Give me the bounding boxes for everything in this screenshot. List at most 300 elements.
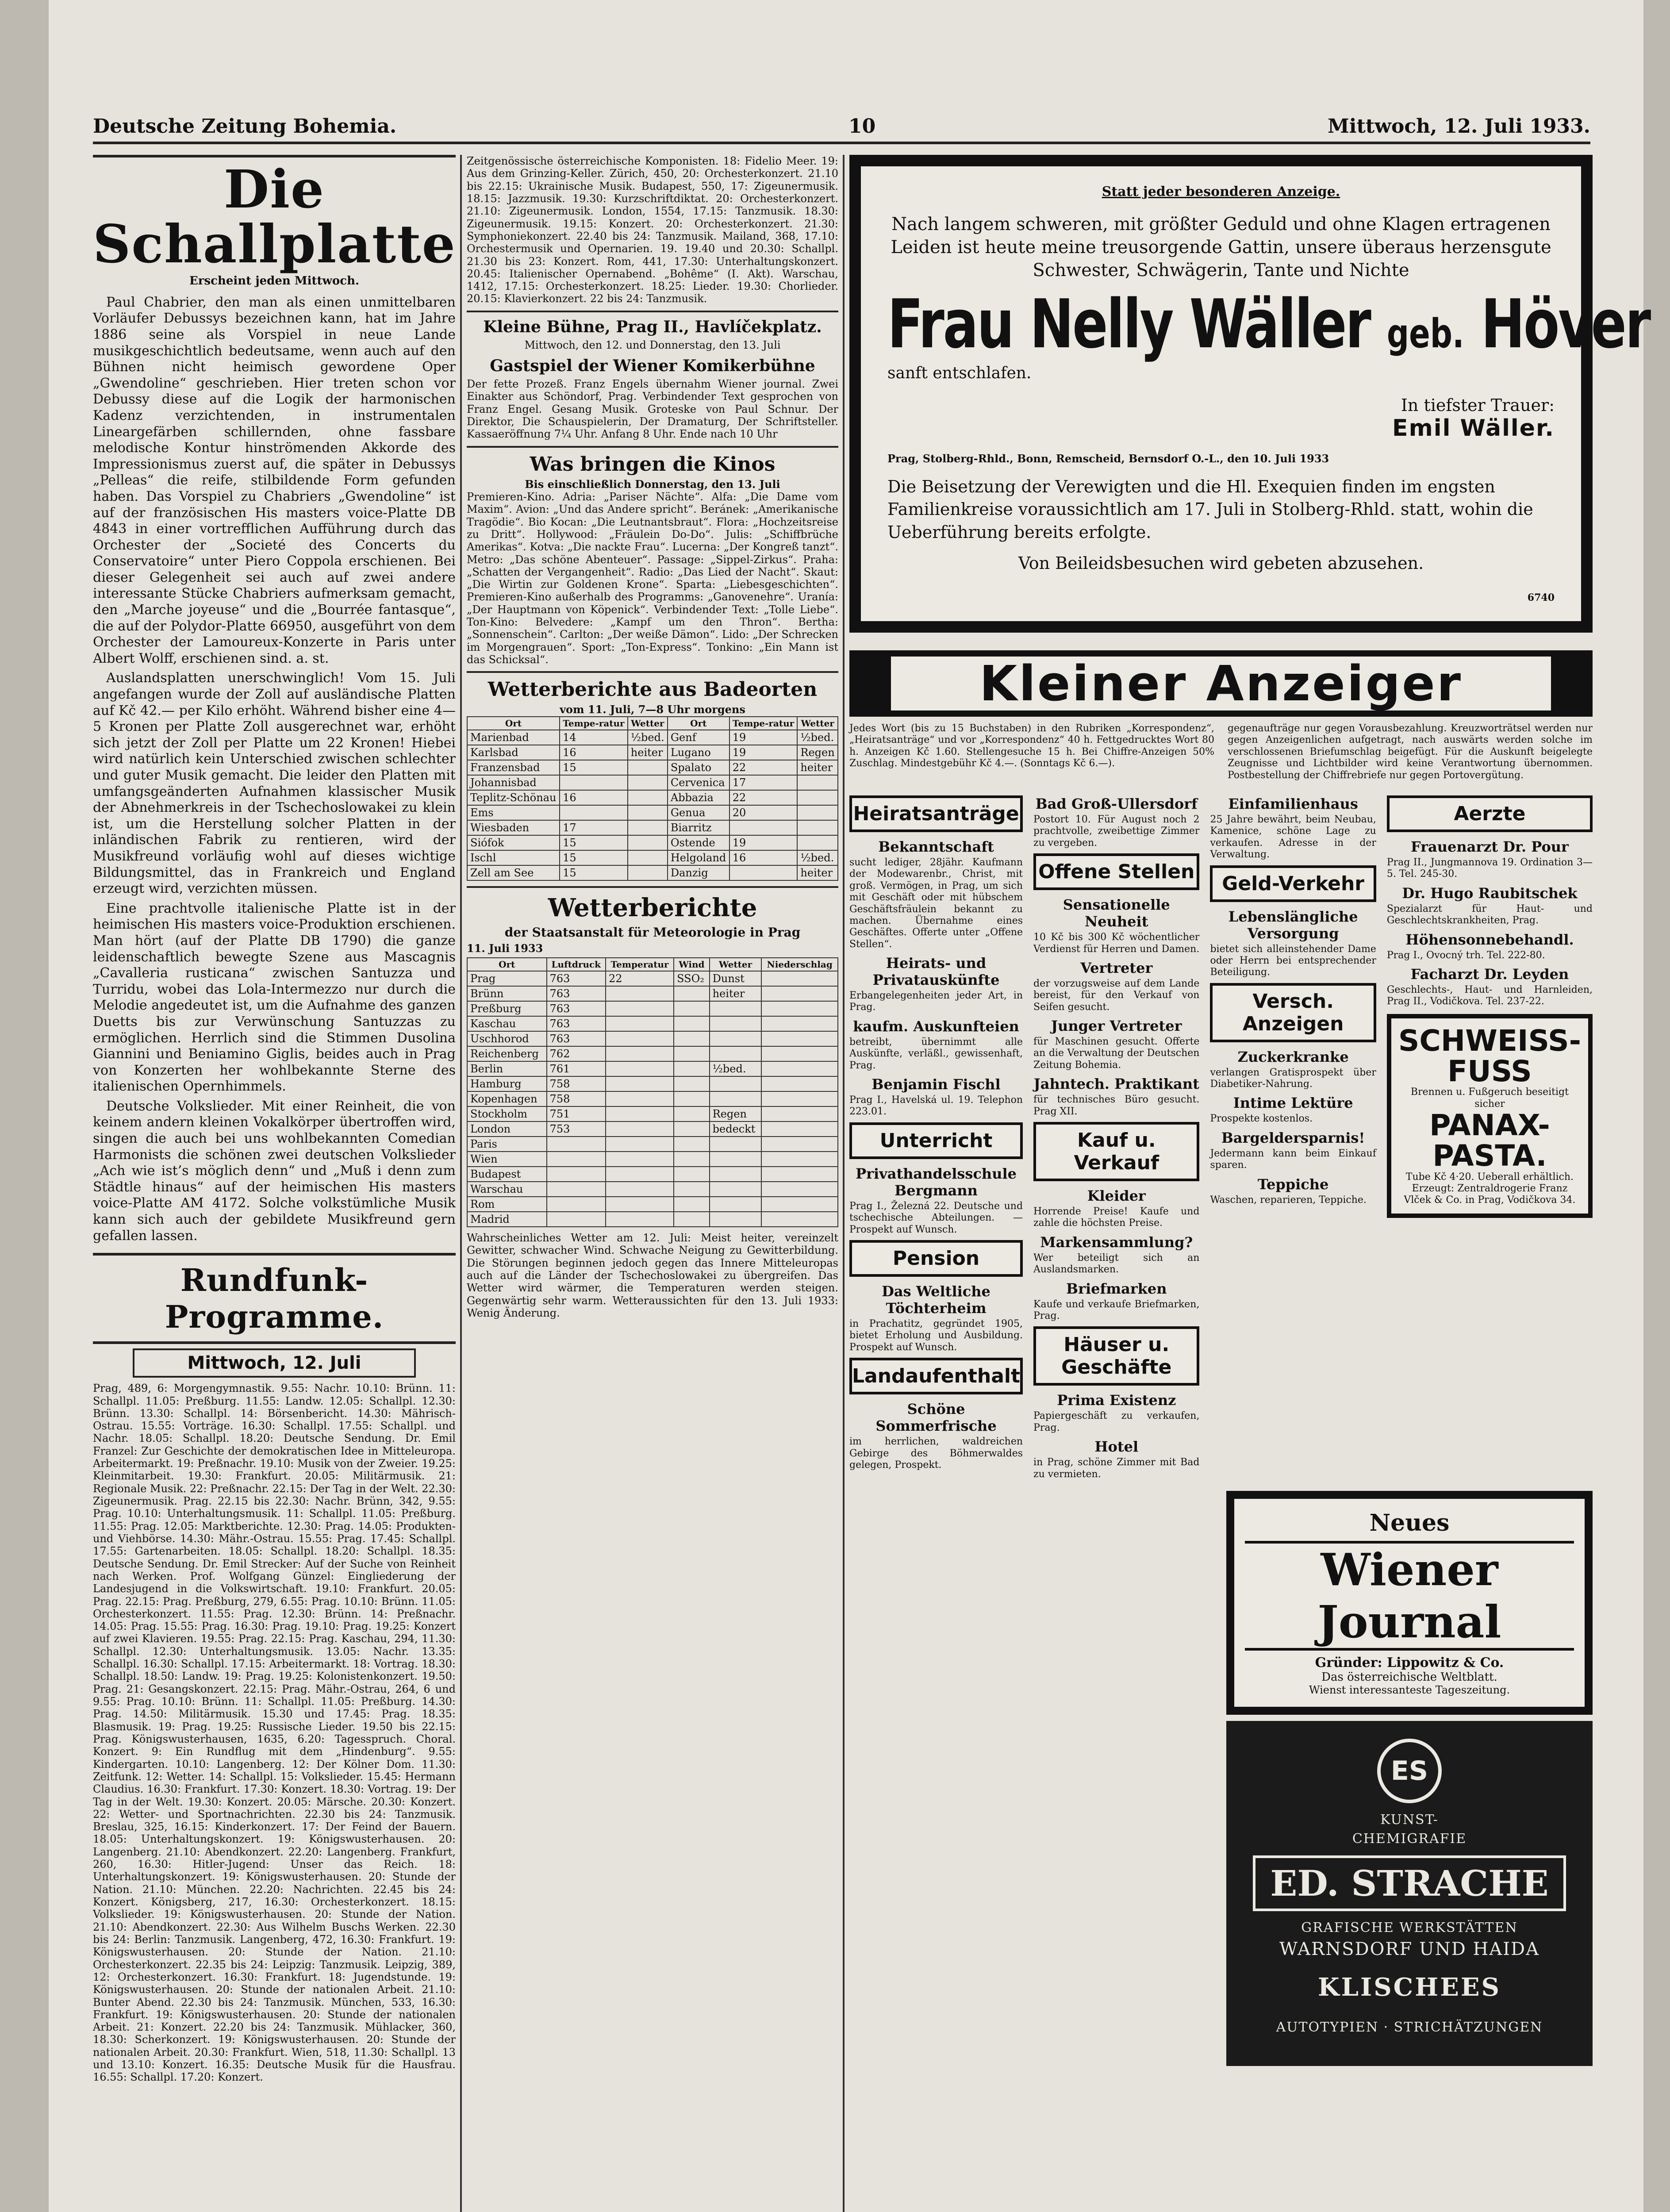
- panax-line: PASTA.: [1432, 1139, 1547, 1173]
- table-cell: Teplitz-Schönau: [467, 790, 560, 805]
- table-cell: [761, 1137, 838, 1152]
- table-cell: Zell am See: [467, 865, 560, 880]
- table-row: [467, 775, 838, 790]
- ad-heading: Teppiche: [1257, 1175, 1329, 1193]
- table-cell: Kopenhagen: [467, 1091, 547, 1106]
- obituary-intro: Nach langem schweren, mit größter Geduld und ohne Klagen ertragenen Leiden ist heute meine treusorgende Gattin, unsere überaus herzensgute Schwester, Schwägerin, Tante und Nichte: [891, 214, 1551, 280]
- ad-text: Prag I., Ovocný trh. Tel. 222-80.: [1386, 949, 1545, 961]
- table-cell: 763: [547, 1001, 606, 1016]
- obituary-top-line: Statt jeder besonderen Anzeige.: [1102, 184, 1340, 200]
- ad-heading: Lebenslängliche Versorgung: [1228, 908, 1358, 942]
- table-cell: 751: [547, 1106, 606, 1121]
- ad-text: Papiergeschäft zu verkaufen, Prag.: [1033, 1410, 1200, 1433]
- table-cell: [628, 760, 668, 775]
- table-row: [467, 1212, 838, 1227]
- table-cell: [797, 790, 838, 805]
- obituary-notice: [849, 155, 1650, 633]
- article-paragraph: Eine prachtvolle italienische Platte ist in der heimischen His masters voice-Produktion erschienen. Man hört (auf der Platte DB 1790) die ganze leidenschaftlich bewegte Szene aus Mascagnis „Cavalleria rusticana“ zwischen Santuzza und Turridu, wobei das Lola-Intermezzo nur durch die Melodie angedeutet ist, um die Aufnahme des ganzen Duetts bis zur Verwünschung Santuzzas zu ermöglichen. Herrlich sind die Stimmen Dusolina Giannini und Beniamino Giglis, beides auch in Prag von Konzerten her wohlbekannte Sterne des italienischen Opernhimmels.: [93, 900, 456, 1094]
- table-cell: [547, 1137, 606, 1152]
- table-cell: 758: [547, 1076, 606, 1091]
- running-head: [93, 111, 1590, 144]
- bottom-right-ads: [1226, 1485, 1593, 2066]
- article-paragraph: Auslandsplatten unerschwinglich! Vom 15. Juli angefangen wurde der Zoll auf ausländische Platten auf Kč 42.— per Kilo erhöht. Während bisher eine 4—5 Kronen per Platte Zoll ausgerechnet war, erhöht sich jetzt der Zoll per Platte um 22 Kronen! Hiebei wird natürlich kein Unterschied zwischen schlechter und guter Musik gemacht. Die leider den Platten mit umfangsgeänderten Aufnahmen klassischer Musik der Abnehmerkreis in der Tschechoslowakei zu klein ist, um die Herstellung solcher Platten in der inländischen Fabrik zu rentieren, wird der Musikfreund vorläufig wohl auf dieses wichtige Bildungsmittel, das in Frankreich und England erzeugt wird, verzichten müssen.: [93, 670, 456, 897]
- table-cell: heiter: [710, 986, 762, 1001]
- kleine-buehne-guest: Gastspiel der Wiener Komikerbühne: [490, 357, 815, 376]
- cat-geld: Geld-Verkehr: [1210, 865, 1376, 902]
- table-header-cell: Wetter: [797, 717, 838, 730]
- table-cell: [729, 865, 798, 880]
- table-row: [467, 986, 838, 1001]
- panax-price: Tube Kč 4·20. Ueberall erhältlich.: [1405, 1171, 1574, 1183]
- table-cell: [674, 1031, 710, 1046]
- table-cell: [606, 1046, 674, 1061]
- table-cell: [606, 1031, 674, 1046]
- table-cell: [761, 1091, 838, 1106]
- table-header-cell: Tempe-ratur: [729, 717, 798, 730]
- kleiner-anzeiger-banner: [849, 650, 1593, 717]
- table-header-cell: Luftdruck: [547, 958, 606, 971]
- table-cell: 16: [729, 850, 798, 865]
- table-cell: [606, 1197, 674, 1212]
- table-cell: [761, 1031, 838, 1046]
- table-cell: [628, 835, 668, 850]
- table-cell: [710, 1197, 762, 1212]
- table-cell: [547, 1182, 606, 1197]
- table-cell: [674, 986, 710, 1001]
- binding-edge: [0, 0, 49, 2212]
- classified-col-2: [1033, 791, 1199, 1485]
- table-cell: Ostende: [668, 835, 729, 850]
- classified-col-3: [1210, 791, 1376, 1485]
- table-cell: Wiesbaden: [467, 820, 560, 835]
- ad-heading: Höhensonnebehandl.: [1405, 931, 1574, 948]
- table-cell: Abbazia: [668, 790, 729, 805]
- rates-left: Jedes Wort (bis zu 15 Buchstaben) in den Rubriken „Korrespondenz“, „Heiratsanträge“ und vor „Korrespondenz“ 40 h. Fettgedrucktes Wort 80 h. Anzeigen Kč 1.60. Stellengesuche 15 h. Bei Chiffre-Anzeigen 50% Zuschlag. Mindestgebühr Kč 4.—. (Sonntags Kč 6.—).: [849, 723, 1214, 769]
- ad-heading: Briefmarken: [1066, 1280, 1167, 1297]
- classified-rates: [849, 723, 1593, 781]
- ad-heading: Prima Existenz: [1057, 1392, 1176, 1409]
- table-cell: [761, 1182, 838, 1197]
- table-cell: 22: [729, 790, 798, 805]
- table-row: [467, 1046, 838, 1061]
- table-cell: Genf: [668, 730, 729, 745]
- ad-heading: kaufm. Auskunfteien: [853, 1018, 1019, 1035]
- ad-text: verlangen Gratisprospekt über Diabetiker-Nahrung.: [1210, 1067, 1376, 1090]
- table-cell: [628, 805, 668, 820]
- table-cell: 763: [547, 1031, 606, 1046]
- strache-line: GRAFISCHE WERKSTÄTTEN: [1301, 1920, 1518, 1936]
- table-cell: [560, 775, 628, 790]
- table-cell: [674, 1001, 710, 1016]
- table-cell: Regen: [710, 1106, 762, 1121]
- table-cell: Uschhorod: [467, 1031, 547, 1046]
- ad-text: Erbangelegenheiten jeder Art, in Prag.: [849, 990, 1023, 1013]
- table-cell: Helgoland: [668, 850, 729, 865]
- ad-text: Prag I., Havelská ul. 19. Telephon 223.01.: [849, 1094, 1023, 1118]
- table-row: [467, 835, 838, 850]
- table-cell: Brünn: [467, 986, 547, 1001]
- table-cell: [710, 1137, 762, 1152]
- divider: [467, 671, 838, 673]
- table-cell: [761, 1016, 838, 1031]
- table-cell: [606, 1182, 674, 1197]
- table-cell: [797, 820, 838, 835]
- table-cell: [761, 1167, 838, 1182]
- table-cell: [606, 1076, 674, 1091]
- schallplatte-subtitle: Erscheint jeden Mittwoch.: [189, 274, 360, 288]
- schallplatte-article: [93, 295, 456, 1244]
- table-cell: ½bed.: [797, 730, 838, 745]
- ad-text: 25 Jahre bewährt, beim Neubau, Kamenice, schöne Lage zu verkaufen. Adresse in der Verwaltung.: [1210, 814, 1376, 860]
- table-row: [467, 850, 838, 865]
- table-cell: Danzig: [668, 865, 729, 880]
- obituary-sanft: sanft entschlafen.: [887, 364, 1032, 382]
- ad-heading: Hotel: [1094, 1438, 1139, 1455]
- classified-col-4: [1387, 791, 1593, 1485]
- ad-heading: Vertreter: [1080, 959, 1153, 976]
- table-header-cell: Tempe-ratur: [560, 717, 628, 730]
- table-cell: 763: [547, 1016, 606, 1031]
- ad-heading: Einfamilienhaus: [1228, 795, 1358, 812]
- table-cell: Ischl: [467, 850, 560, 865]
- ad-text: in Prachatitz, gegründet 1905, bietet Erholung und Ausbildung. Prospekt auf Wunsch.: [849, 1318, 1023, 1353]
- table-cell: [674, 1106, 710, 1121]
- ad-text: Prag I., Železná 22. Deutsche und tschechische Abteilungen. — Prospekt auf Wunsch.: [849, 1200, 1023, 1235]
- staat-weather-date: 11. Juli 1933: [467, 941, 543, 955]
- table-cell: [606, 1121, 674, 1137]
- ad-text: Spezialarzt für Haut- und Geschlechtskrankheiten, Prag.: [1386, 903, 1593, 926]
- table-cell: Paris: [467, 1137, 547, 1152]
- strache-line: WARNSDORF UND HAIDA: [1279, 1939, 1539, 1959]
- ad-text: sucht lediger, 28jähr. Kaufmann der Modewarenbr., Christ, mit groß. Vermögen, in Prag, um sich mit Geschäft oder mit hübschem Geschäftsfräulein bekannt zu machen. Übernahme eines Geschäftes. Offerte unter „Offene Stellen“.: [849, 856, 1023, 950]
- obituary-places: Prag, Stolberg-Rhld., Bonn, Remscheid, Bernsdorf O.-L., den 10. Juli 1933: [887, 452, 1329, 465]
- table-cell: [797, 775, 838, 790]
- table-row: [467, 1001, 838, 1016]
- table-cell: [674, 1046, 710, 1061]
- ad-heading: Kleider: [1087, 1187, 1146, 1205]
- obituary-visit-note: Von Beileidsbesuchen wird gebeten abzusehen.: [1018, 553, 1424, 573]
- table-cell: 761: [547, 1061, 606, 1076]
- wiener-journal-ad: [1226, 1491, 1593, 1715]
- panax-ad: [1387, 1014, 1593, 1218]
- table-cell: [761, 1106, 838, 1121]
- table-cell: 17: [729, 775, 798, 790]
- table-cell: Regen: [797, 745, 838, 760]
- table-cell: [606, 1061, 674, 1076]
- table-cell: 22: [729, 760, 798, 775]
- staat-weather-table: [467, 957, 838, 1227]
- panax-maker: Erzeugt: Zentraldrogerie Franz Vlček & Co. in Prag, Vodičkova 34.: [1404, 1183, 1576, 1206]
- table-header-cell: Wind: [674, 958, 710, 971]
- table-cell: 753: [547, 1121, 606, 1137]
- issue-date: Mittwoch, 12. Juli 1933.: [1328, 115, 1590, 138]
- table-cell: [710, 1167, 762, 1182]
- classified-columns: [849, 791, 1593, 1485]
- banner-block: [856, 657, 891, 710]
- page-number: 10: [848, 115, 876, 138]
- table-cell: [710, 1046, 762, 1061]
- table-cell: 22: [606, 971, 674, 986]
- table-cell: [761, 1197, 838, 1212]
- table-row: [467, 1031, 838, 1046]
- table-row: [467, 760, 838, 775]
- divider: [467, 886, 838, 888]
- table-cell: [547, 1167, 606, 1182]
- table-cell: 15: [560, 760, 628, 775]
- table-cell: [761, 1152, 838, 1167]
- table-header-cell: Ort: [467, 958, 547, 971]
- article-paragraph: Deutsche Volkslieder. Mit einer Reinheit, die von keinem andern kleinen Vokalkörper übertroffen wird, singen die auch bei uns wohlbekannten Comedian Harmonists die schönen zwei deutschen Volkslieder „Ach wie ist’s möglich denn“ und „Muß i denn zum Städtle hinaus“ auf der heimischen His masters voice-Platte AM 4172. Solche volkstümliche Musik kann sich auch der gebildete Musikfreund gern gefallen lassen.: [93, 1098, 456, 1244]
- ad-heading: Zuckerkranke: [1237, 1048, 1349, 1065]
- column-left: [93, 155, 456, 2212]
- rundfunk-title: Rundfunk-Programme.: [93, 1253, 456, 1344]
- table-cell: [761, 1212, 838, 1227]
- weather-forecast: Wahrscheinliches Wetter am 12. Juli: Meist heiter, vereinzelt Gewitter, schwacher Wind. Schwache Neigung zu Gewitterbildung. Die Störungen beginnen jedoch gegen das Innere Mitteleuropas auch auf die Länder der Tschechoslowakei zu übergreifen. Das Wetter wird wärmer, die Temperaturen werden steigen. Gegenwärtig sehr warm. Wetteraussichten für den 13. Juli 1933: Wenig Änderung.: [467, 1231, 838, 1319]
- table-cell: [606, 1137, 674, 1152]
- table-cell: [761, 1046, 838, 1061]
- table-cell: [710, 1016, 762, 1031]
- ad-heading: Schöne Sommerfrische: [875, 1401, 997, 1435]
- table-cell: 14: [560, 730, 628, 745]
- strache-logo-icon: ES: [1377, 1739, 1442, 1803]
- table-cell: ½bed.: [710, 1061, 762, 1076]
- column-rule: [460, 155, 462, 2212]
- strache-name: ED. STRACHE: [1253, 1855, 1566, 1911]
- table-cell: [797, 805, 838, 820]
- table-cell: Franzensbad: [467, 760, 560, 775]
- table-header-row: [467, 717, 838, 730]
- bottom-ads-row: [849, 1485, 1593, 2066]
- cat-haeuser: Häuser u. Geschäfte: [1033, 1326, 1199, 1386]
- maiden-name: Höver: [1481, 285, 1650, 363]
- schallplatte-title: Die Schallplatte: [93, 155, 456, 272]
- table-row: [467, 820, 838, 835]
- table-cell: [547, 1212, 606, 1227]
- cat-heirat: Heiratsanträge: [849, 795, 1023, 832]
- kleine-buehne-title: Kleine Bühne, Prag II., Havlíčekplatz.: [483, 317, 822, 336]
- table-cell: Johannisbad: [467, 775, 560, 790]
- table-cell: Budapest: [467, 1167, 547, 1182]
- table-cell: Preßburg: [467, 1001, 547, 1016]
- table-cell: [674, 1182, 710, 1197]
- table-cell: [674, 1167, 710, 1182]
- table-cell: Siófok: [467, 835, 560, 850]
- wj-title: Wiener Journal: [1245, 1541, 1574, 1651]
- cat-kauf: Kauf u. Verkauf: [1033, 1122, 1199, 1181]
- table-cell: [628, 790, 668, 805]
- kino-title: Was bringen die Kinos: [530, 453, 775, 476]
- banner-block: [1551, 657, 1586, 710]
- cat-pension: Pension: [849, 1240, 1023, 1277]
- table-header-cell: Temperatur: [606, 958, 674, 971]
- divider: [467, 446, 838, 448]
- column-middle: [467, 155, 838, 2212]
- table-row: [467, 1121, 838, 1137]
- table-cell: [674, 1152, 710, 1167]
- strache-klischees: KLISCHEES: [1318, 1972, 1501, 2002]
- table-header-cell: Wetter: [628, 717, 668, 730]
- obituary-mourning: In tiefster Trauer:: [1401, 396, 1555, 415]
- table-cell: 17: [560, 820, 628, 835]
- bade-weather-title: Wetterberichte aus Badeorten: [488, 678, 818, 701]
- table-row: [467, 1016, 838, 1031]
- ad-text: Kaufe und verkaufe Briefmarken, Prag.: [1033, 1298, 1200, 1321]
- wj-line: Gründer: Lippowitz & Co.: [1315, 1655, 1504, 1671]
- ad-text: 10 Kč bis 300 Kč wöchentlicher Verdienst für Herren und Damen.: [1033, 932, 1200, 955]
- table-cell: heiter: [797, 760, 838, 775]
- ad-heading: Dr. Hugo Raubitschek: [1402, 884, 1578, 902]
- table-cell: [628, 865, 668, 880]
- ad-heading: Sensationelle Neuheit: [1063, 896, 1170, 930]
- table-cell: heiter: [628, 745, 668, 760]
- ad-heading: Bad Groß-Ullersdorf: [1035, 795, 1198, 812]
- cat-aerzte: Aerzte: [1387, 795, 1593, 832]
- table-cell: [729, 820, 798, 835]
- table-cell: [547, 1197, 606, 1212]
- kleine-buehne-program: Der fette Prozeß. Franz Engels übernahm Wiener journal. Zwei Einakter aus Schöndorf, Prag. Verbindender Text gesprochen von Franz Engel. Gesang Musik. Groteske von Paul Schnur. Der Direktor, Die Schauspielerin, Der Dramaturg, Der Schriftsteller. Kassaeröffnung 7¼ Uhr. Anfang 8 Uhr. Ende nach 10 Uhr: [467, 378, 838, 441]
- table-header-cell: Wetter: [710, 958, 762, 971]
- table-cell: 763: [547, 971, 606, 986]
- table-row: [467, 1106, 838, 1121]
- table-cell: bedeckt: [710, 1121, 762, 1137]
- ad-heading: Facharzt Dr. Leyden: [1410, 965, 1569, 983]
- table-cell: 15: [560, 865, 628, 880]
- table-cell: 762: [547, 1046, 606, 1061]
- classified-col-1: [849, 791, 1023, 1485]
- table-cell: London: [467, 1121, 547, 1137]
- table-row: [467, 1137, 838, 1152]
- table-cell: [606, 1106, 674, 1121]
- ad-heading: Benjamin Fischl: [871, 1076, 1001, 1093]
- ad-heading: Intime Lektüre: [1233, 1094, 1353, 1112]
- table-row: [467, 1091, 838, 1106]
- table-cell: 19: [729, 745, 798, 760]
- table-header-row: [467, 958, 838, 971]
- born-abbrev: geb.: [1386, 311, 1464, 357]
- ad-heading: Frauenarzt Dr. Pour: [1410, 838, 1569, 855]
- table-cell: 19: [729, 730, 798, 745]
- ad-text: Geschlechts-, Haut- und Harnleiden, Prag II., Vodičkova. Tel. 237-22.: [1386, 984, 1593, 1007]
- bade-weather-table: [467, 716, 838, 881]
- table-cell: Kaschau: [467, 1016, 547, 1031]
- table-cell: [710, 1031, 762, 1046]
- strache-line: KUNST-: [1380, 1812, 1439, 1828]
- table-row: [467, 745, 838, 760]
- ad-heading: Bargeldersparnis!: [1221, 1129, 1365, 1146]
- table-cell: [761, 1001, 838, 1016]
- ad-text: Prospekte kostenlos.: [1210, 1113, 1313, 1125]
- table-cell: [710, 1001, 762, 1016]
- table-cell: [628, 775, 668, 790]
- table-cell: [710, 1076, 762, 1091]
- ad-text: für technisches Büro gesucht. Prag XII.: [1033, 1094, 1200, 1117]
- table-cell: [674, 1197, 710, 1212]
- ad-heading: Markensammlung?: [1040, 1233, 1193, 1251]
- panax-line: SCHWEISS-: [1398, 1023, 1582, 1058]
- table-cell: Wien: [467, 1152, 547, 1167]
- ad-text: in Prag, schöne Zimmer mit Bad zu vermieten.: [1033, 1457, 1200, 1480]
- table-cell: [606, 1212, 674, 1227]
- obituary-burial: Die Beisetzung der Verewigten und die Hl. Exequien finden im engsten Familienkreise voraussichtlich am 17. Juli in Stolberg-Rhld. statt, wohin die Ueberführung bereits erfolgte.: [887, 477, 1533, 542]
- cat-stellen: Offene Stellen: [1033, 853, 1199, 890]
- table-cell: Lugano: [668, 745, 729, 760]
- kleine-buehne-dates: Mittwoch, den 12. und Donnerstag, den 13. Juli: [524, 338, 781, 351]
- ad-text: bietet sich alleinstehender Dame oder Herrn bei entsprechender Beteiligung.: [1210, 943, 1376, 978]
- table-cell: [606, 1001, 674, 1016]
- radio-continued: Zeitgenössische österreichische Komponisten. 18: Fidelio Meer. 19: Aus dem Grinzing-Keller. Zürich, 450, 20: Orchesterkonzert. 21.10 bis 22.15: Ukrainische Musik. Budapest, 550, 17: Zigeunermusik. 18.15: Jazzmusik. 19.30: Kurzschriftdiktat. 20: Orchesterkonzert. 21.10: Zigeunermusik. London, 1554, 17.15: Tanzmusik. 18.30: Zigeunermusik. 19.15: Konzert. 20: Orchesterkonzert. 21.30: Symphoniekonzert. 22.40 bis 24: Tanzmusik. Mailand, 368, 17.10: Orchestermusik und Opernarien. 19. 19.40 und 20.30: Schallpl. 21.30 bis 23: Konzert. Rom, 441, 17.30: Unterhaltungskonzert. 20.45: Italienischer Opernabend. „Bohême“ (I. Akt). Warschau, 1412, 17.15: Orchesterkonzert. 18.25: Lieder. 19.30: Chorlieder. 20.15: Klavierkonzert. 22 bis 24: Tanzmusik.: [467, 155, 838, 305]
- table-cell: Berlin: [467, 1061, 547, 1076]
- obituary-name: [887, 285, 1650, 363]
- table-cell: ½bed.: [628, 730, 668, 745]
- obituary-signed: Emil Wäller.: [1392, 415, 1555, 442]
- ad-text: betreibt, übernimmt alle Auskünfte, verläßl., gewissenhaft, Prag.: [849, 1036, 1023, 1071]
- cat-landaufenthalt: Landaufenthalt: [849, 1358, 1023, 1394]
- table-cell: Stockholm: [467, 1106, 547, 1121]
- table-cell: [761, 986, 838, 1001]
- table-cell: [761, 1061, 838, 1076]
- divider: [467, 311, 838, 312]
- table-cell: Spalato: [668, 760, 729, 775]
- table-cell: 15: [560, 835, 628, 850]
- bade-weather-subtitle: vom 11. Juli, 7—8 Uhr morgens: [560, 703, 745, 716]
- table-cell: 16: [560, 745, 628, 760]
- kino-subtitle: Bis einschließlich Donnerstag, den 13. Juli: [525, 477, 780, 491]
- table-cell: Madrid: [467, 1212, 547, 1227]
- wj-line: Wienst interessanteste Tageszeitung.: [1309, 1683, 1510, 1696]
- newspaper-name: Deutsche Zeitung Bohemia.: [93, 115, 397, 138]
- table-cell: [560, 805, 628, 820]
- table-cell: Ems: [467, 805, 560, 820]
- ad-text: der vorzugsweise auf dem Lande bereist, für den Verkauf von Seifen gesucht.: [1033, 978, 1200, 1013]
- strache-line: CHEMIGRAFIE: [1352, 1831, 1467, 1847]
- table-cell: 758: [547, 1091, 606, 1106]
- ad-heading: Heirats- und Privatauskünfte: [872, 955, 1000, 989]
- table-cell: [674, 1091, 710, 1106]
- table-row: [467, 971, 838, 986]
- rates-right: gegenaufträge nur gegen Vorausbezahlung. Kreuzworträtsel werden nur gegen Anzeigenlichen aufgetragt, nach auswärts werden solche im verschlossenen Briefumschlag beigefügt. Für die Auskunft beigelegte Zeugnisse und Lichtbilder wird keine Verantwortung übernommen. Postbestellung der Chiffrebriefe nur gegen Portovergütung.: [1228, 723, 1593, 781]
- ad-text: Horrende Preise! Kaufe und zahle die höchsten Preise.: [1033, 1206, 1200, 1229]
- table-cell: [710, 1182, 762, 1197]
- table-header-cell: Niederschlag: [761, 958, 838, 971]
- cat-versch: Versch. Anzeigen: [1210, 983, 1376, 1042]
- table-cell: SSO₂: [674, 971, 710, 986]
- table-cell: [674, 1061, 710, 1076]
- table-cell: [797, 835, 838, 850]
- table-row: [467, 805, 838, 820]
- ad-heading: Junger Vertreter: [1051, 1018, 1182, 1035]
- table-cell: [628, 850, 668, 865]
- table-cell: Warschau: [467, 1182, 547, 1197]
- table-cell: 20: [729, 805, 798, 820]
- table-row: [467, 1061, 838, 1076]
- table-cell: [674, 1137, 710, 1152]
- table-cell: Rom: [467, 1197, 547, 1212]
- table-cell: Karlsbad: [467, 745, 560, 760]
- ad-text: für Maschinen gesucht. Offerte an die Verwaltung der Deutschen Zeitung Bohemia.: [1033, 1036, 1200, 1071]
- table-header-cell: Ort: [467, 717, 560, 730]
- table-cell: Genua: [668, 805, 729, 820]
- table-cell: 763: [547, 986, 606, 1001]
- table-cell: Cervenica: [668, 775, 729, 790]
- ad-heading: Bekanntschaft: [878, 838, 994, 855]
- table-cell: [606, 1091, 674, 1106]
- ad-text: Prag II., Jungmannova 19. Ordination 3—5. Tel. 245-30.: [1386, 856, 1593, 880]
- table-cell: heiter: [797, 865, 838, 880]
- table-cell: Biarritz: [668, 820, 729, 835]
- panax-line: FUSS: [1447, 1054, 1532, 1088]
- table-cell: Dunst: [710, 971, 762, 986]
- table-cell: ½bed.: [797, 850, 838, 865]
